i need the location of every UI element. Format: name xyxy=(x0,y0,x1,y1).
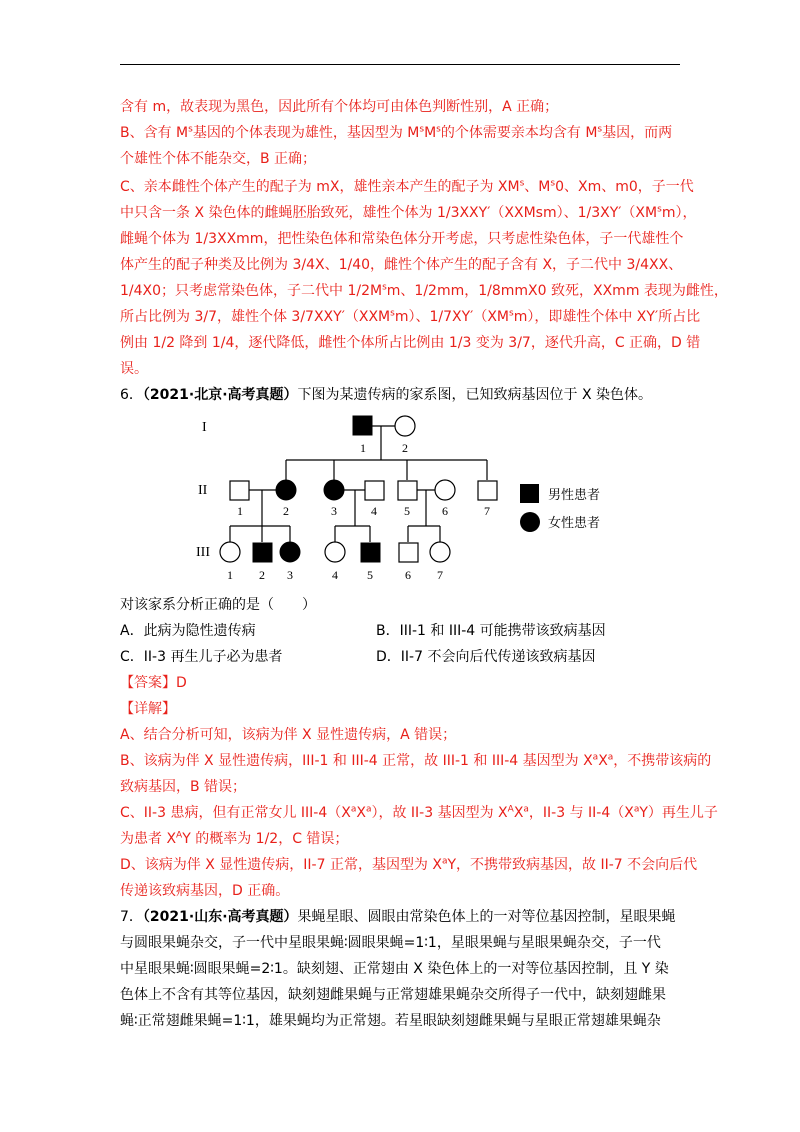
num-III-5: 5 xyxy=(367,568,373,582)
q6-explain-5: 为患者 $X^AY$ 的概率为 1/2，C 错误； xyxy=(120,830,349,847)
pedigree-II-4-male xyxy=(365,481,384,500)
prev-line-7: 体产生的配子种类及比例为 3/4X、1/40，雌性个体产生的配子含有 X，子二代中 3/4XX、 xyxy=(120,257,683,273)
num-II-4: 4 xyxy=(371,504,377,518)
q6-ask: 对该家系分析正确的是（ ） xyxy=(120,597,316,613)
prev-line-9: 所占比例为 3/7，雄性个体 3/7XXY′（XXM$^s$m）、$1/7XY'(XM^sm)$，即雄性个体中 XY′所占比 xyxy=(120,308,701,325)
q6-option-d: D．II-7 不会向后代传递该致病基因 xyxy=(376,649,596,665)
gen-label-I: I xyxy=(202,420,207,435)
prev-line-6: 雌蝇个体为 1/3XXmm，把性染色体和常染色体分开考虑，只考虑性染色体，子一代雄性个 xyxy=(120,231,684,247)
pedigree-II-7-male xyxy=(478,481,497,500)
q6-explain-6: D、该病为伴 X 显性遗传病，II-7 正常，基因型为 $X^aY$，不携带致病基因，故 II-7 不会向后代 xyxy=(120,856,698,873)
num-I-1: 1 xyxy=(360,441,366,455)
q6-detail-heading: 【详解】 xyxy=(120,701,176,717)
q7-line-4: 色体上不含有其等位基因，缺刻翅雌果蝇与正常翅雄果蝇杂交所得子一代中，缺刻翅雌果 xyxy=(120,987,666,1003)
pedigree-II-6-female xyxy=(435,480,455,500)
q6-option-a: A．此病为隐性遗传病 xyxy=(120,623,256,639)
q6-number: 6． xyxy=(120,387,143,403)
q6-explain-7: 传递该致病基因，D 正确。 xyxy=(120,883,290,899)
legend-female-label: 女性患者 xyxy=(548,516,601,531)
prev-line-4: C、亲本雌性个体产生的配子为 mX，雄性亲本产生的配子为 $XM^s$、$M^s0$、Xm、m0，子一代 xyxy=(120,178,694,195)
q7-line-3: 中星眼果蝇∶圆眼果蝇=2∶1。缺刻翅、正常翅由 X 染色体上的一对等位基因控制，且 Y 染 xyxy=(120,961,669,977)
pedigree-II-2-affected-female xyxy=(276,480,296,500)
prev-line-10: 例由 1/2 降到 1/4，逐代降低，雌性个体所占比例由 1/3 变为 3/7，逐代升高，C 正确，D 错 xyxy=(120,335,701,351)
num-III-2: 2 xyxy=(259,568,265,582)
q7-source: （2021·山东·高考真题） xyxy=(142,909,298,925)
num-III-6: 6 xyxy=(405,568,411,582)
pedigree-I-1-affected-male xyxy=(353,416,372,435)
q6-explain-4: C、II-3 患病，但有正常女儿 III-$4(X^aX^a)$，故 II-3 基因型为 $X^AX^a$，II-3 与 $II-4(X^aY)$再生儿子 xyxy=(120,804,718,821)
num-III-3: 3 xyxy=(287,568,293,582)
q7-number: 7． xyxy=(120,909,143,925)
num-III-4: 4 xyxy=(332,568,338,582)
pedigree-III-1-female xyxy=(220,542,240,562)
pedigree-II-5-male xyxy=(398,481,417,500)
legend-female-symbol xyxy=(520,512,540,532)
num-II-3: 3 xyxy=(331,504,337,518)
prev-line-3: 个雄性个体不能杂交，B 正确； xyxy=(120,151,317,167)
q6-explain-3: 致病基因，B 错误； xyxy=(120,779,247,795)
num-II-1: 1 xyxy=(237,504,243,518)
pedigree-III-2-affected-male xyxy=(253,543,272,562)
prev-line-5: 中只含一条 X 染色体的雌蝇胚胎致死，雄性个体为 1/3XXY′（XXMsm）、$1/3XY'(XM^sm)$， xyxy=(120,204,697,221)
q7-line-5: 蝇∶正常翅雌果蝇=1∶1，雄果蝇均为正常翅。若星眼缺刻翅雌果蝇与星眼正常翅雄果蝇杂 xyxy=(120,1013,661,1029)
num-II-2: 2 xyxy=(283,504,289,518)
pedigree-I-2-female xyxy=(395,416,415,436)
q6-stem-text: 下图为某遗传病的家系图，已知致病基因位于 X 染色体。 xyxy=(297,387,653,403)
prev-line-11: 误。 xyxy=(120,361,148,377)
prev-line-8: 1/4X0；只考虑常染色体，子二代中 $1/2M^sm$、1/2mm，1/8mmX0 致死，XXmm 表现为雌性， xyxy=(120,282,728,299)
q7-text-1: 果蝇星眼、圆眼由常染色体上的一对等位基因控制，星眼果蝇 xyxy=(297,909,676,925)
pedigree-III-6-male xyxy=(399,543,418,562)
pedigree-diagram xyxy=(190,404,650,590)
header-rule xyxy=(120,64,680,65)
legend-male-label: 男性患者 xyxy=(548,488,601,503)
num-II-5: 5 xyxy=(404,504,410,518)
prev-line-2: B、含有 $M^s$基因的个体表现为雄性，基因型为 $M^sM^s$的个体需要亲本均含有 $M^s$基因，而两 xyxy=(120,124,673,141)
num-II-6: 6 xyxy=(442,504,448,518)
q6-option-c: C．II-3 再生儿子必为患者 xyxy=(120,649,283,665)
q6-option-b: B．III-1 和 III-4 可能携带该致病基因 xyxy=(376,623,606,639)
pedigree-III-4-female xyxy=(325,542,345,562)
pedigree-III-7-female xyxy=(430,542,450,562)
num-I-2: 2 xyxy=(402,441,408,455)
num-III-7: 7 xyxy=(437,568,443,582)
q6-explain-1: A、结合分析可知，该病为伴 X 显性遗传病，A 错误； xyxy=(120,727,457,743)
prev-line-1: 含有 m，故表现为黑色，因此所有个体均可由体色判断性别，A 正确； xyxy=(120,99,559,115)
gen-label-II: II xyxy=(198,483,208,498)
gen-label-III: III xyxy=(196,545,210,560)
pedigree-III-3-affected-female xyxy=(280,542,300,562)
q7-line-2: 与圆眼果蝇杂交，子一代中星眼果蝇∶圆眼果蝇=1∶1，星眼果蝇与星眼果蝇杂交，子一代 xyxy=(120,935,661,951)
num-III-1: 1 xyxy=(227,568,233,582)
q7-line-1 xyxy=(120,908,676,926)
pedigree-II-3-affected-female xyxy=(324,480,344,500)
q6-answer: 【答案】D xyxy=(120,675,187,691)
pedigree-III-5-affected-male xyxy=(361,543,380,562)
q6-explain-2: B、该病为伴 X 显性遗传病，III-1 和 III-4 正常，故 III-1 和 III-4 基因型为 $X^aX^a$，不携带该病的 xyxy=(120,752,712,769)
q6-stem xyxy=(120,386,652,404)
num-II-7: 7 xyxy=(484,504,490,518)
legend-male-symbol xyxy=(520,484,539,503)
q6-source: （2021·北京·高考真题） xyxy=(142,387,298,403)
pedigree-II-1-male xyxy=(230,481,249,500)
